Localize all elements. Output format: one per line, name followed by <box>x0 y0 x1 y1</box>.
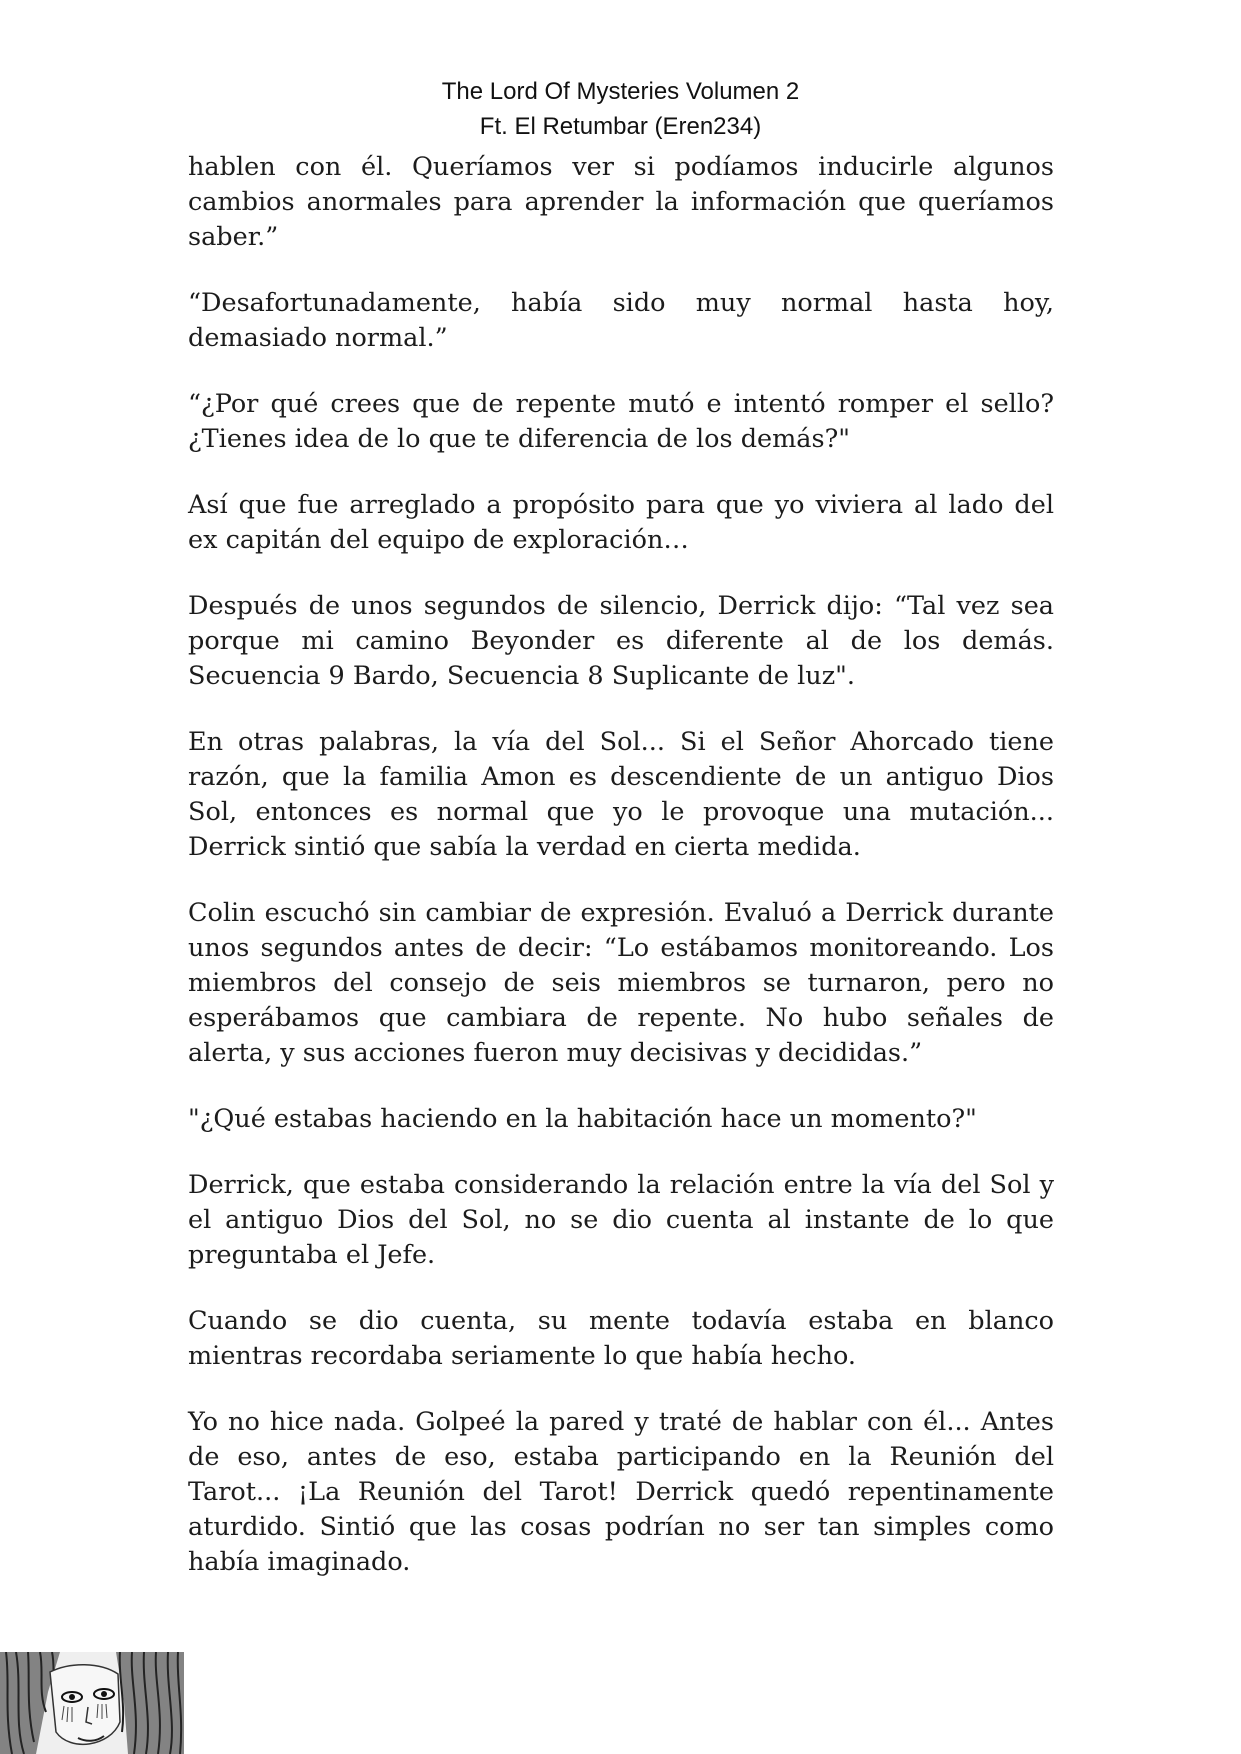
paragraph: Derrick, que estaba considerando la relación entre la vía del Sol y el antiguo Dios del Sol, no se dio cuenta al instante de lo que preguntaba el Jefe. <box>188 1170 1054 1270</box>
paragraph: Así que fue arreglado a propósito para que yo viviera al lado del ex capitán del equipo de exploración… <box>188 490 1054 555</box>
paragraph: Colin escuchó sin cambiar de expresión. Evaluó a Derrick durante unos segundos antes de decir: “Lo estábamos monitoreando. Los miembros del consejo de seis miembros se turnaron, pero no esperábamos que cambiara de repente. No hubo señales de alerta, y sus acciones fueron muy decisivas y decididas.” <box>188 898 1054 1068</box>
document-title: The Lord Of Mysteries Volumen 2 <box>441 78 800 105</box>
page-body <box>188 150 1054 1611</box>
paragraph: “¿Por qué crees que de repente mutó e intentó romper el sello? ¿Tienes idea de lo que te diferencia de los demás?" <box>188 389 1054 454</box>
paragraph: Cuando se dio cuenta, su mente todavía estaba en blanco mientras recordaba seriamente lo que había hecho. <box>188 1306 1054 1371</box>
paragraph: En otras palabras, la vía del Sol... Si el Señor Ahorcado tiene razón, que la familia Amon es descendiente de un antiguo Dios Sol, entonces es normal que yo le provoque una mutación... Derrick sintió que sabía la verdad en cierta medida. <box>188 727 1054 862</box>
document-subtitle: Ft. El Retumbar (Eren234) <box>479 113 762 140</box>
paragraph: Yo no hice nada. Golpeé la pared y traté de hablar con él... Antes de eso, antes de eso, estaba participando en la Reunión del Tarot... ¡La Reunión del Tarot! Derrick quedó repentinamente aturdido. Sintió que las cosas podrían no ser tan simples como había imaginado. <box>188 1407 1054 1577</box>
paragraph: "¿Qué estabas haciendo en la habitación hace un momento?" <box>188 1104 977 1134</box>
paragraph: hablen con él. Queríamos ver si podíamos inducirle algunos cambios anormales para aprender la información que queríamos saber.” <box>188 152 1054 252</box>
paragraph: “Desafortunadamente, había sido muy normal hasta hoy, demasiado normal.” <box>188 288 1054 353</box>
paragraph: Después de unos segundos de silencio, Derrick dijo: “Tal vez sea porque mi camino Beyonder es diferente al de los demás. Secuencia 9 Bardo, Secuencia 8 Suplicante de luz". <box>188 591 1054 691</box>
page-header <box>0 74 1241 144</box>
manga-portrait-icon <box>0 1652 184 1754</box>
